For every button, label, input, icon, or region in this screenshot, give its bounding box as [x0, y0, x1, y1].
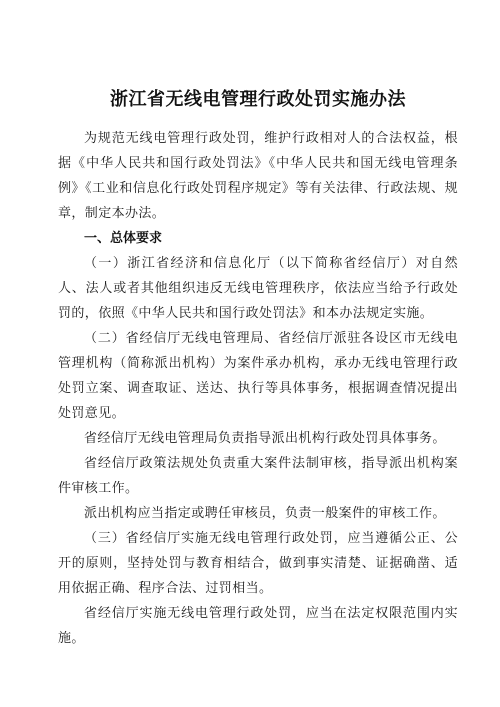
section-heading-general-requirements: 一、总体要求 — [84, 231, 163, 246]
preamble-paragraph: 为规范无线电管理行政处罚，维护行政相对人的合法权益，根据《中华人民共和国行政处罚法》《中华人民共和国无线电管理条例》《工业和信息化行政处罚程序规定》等有关法律、行政法规、规章，制定本办法。 — [58, 131, 458, 221]
clause-1-paragraph: （一）浙江省经济和信息化厅（以下简称省经信厅）对自然人、法人或者其他组织违反无线电管理秩序，依法应当给予行政处罚的，依照《中华人民共和国行政处罚法》和本办法规定实施。 — [58, 256, 458, 321]
clause-2-legal-review-paragraph: 省经信厅政策法规处负责重大案件法制审核，指导派出机构案件审核工作。 — [58, 456, 458, 496]
clause-2-guidance-paragraph: 省经信厅无线电管理局负责指导派出机构行政处罚具体事务。 — [84, 431, 446, 446]
document-title: 浙江省无线电管理行政处罚实施办法 — [110, 89, 406, 110]
clause-2-paragraph: （二）省经信厅无线电管理局、省经信厅派驻各设区市无线电管理机构（简称派出机构）为案件承办机构，承办无线电管理行政处罚立案、调查取证、送达、执行等具体事务，根据调查情况提出处罚意见。 — [58, 331, 458, 421]
clause-3-paragraph: （三）省经信厅实施无线电管理行政处罚，应当遵循公正、公开的原则，坚持处罚与教育相结合，做到事实清楚、证据确凿、适用依据正确、程序合法、过罚相当。 — [58, 531, 458, 596]
clause-2-reviewer-paragraph: 派出机构应当指定或聘任审核员，负责一般案件的审核工作。 — [84, 506, 446, 521]
clause-3-scope-paragraph: 省经信厅实施无线电管理行政处罚，应当在法定权限范围内实施。 — [58, 606, 458, 646]
